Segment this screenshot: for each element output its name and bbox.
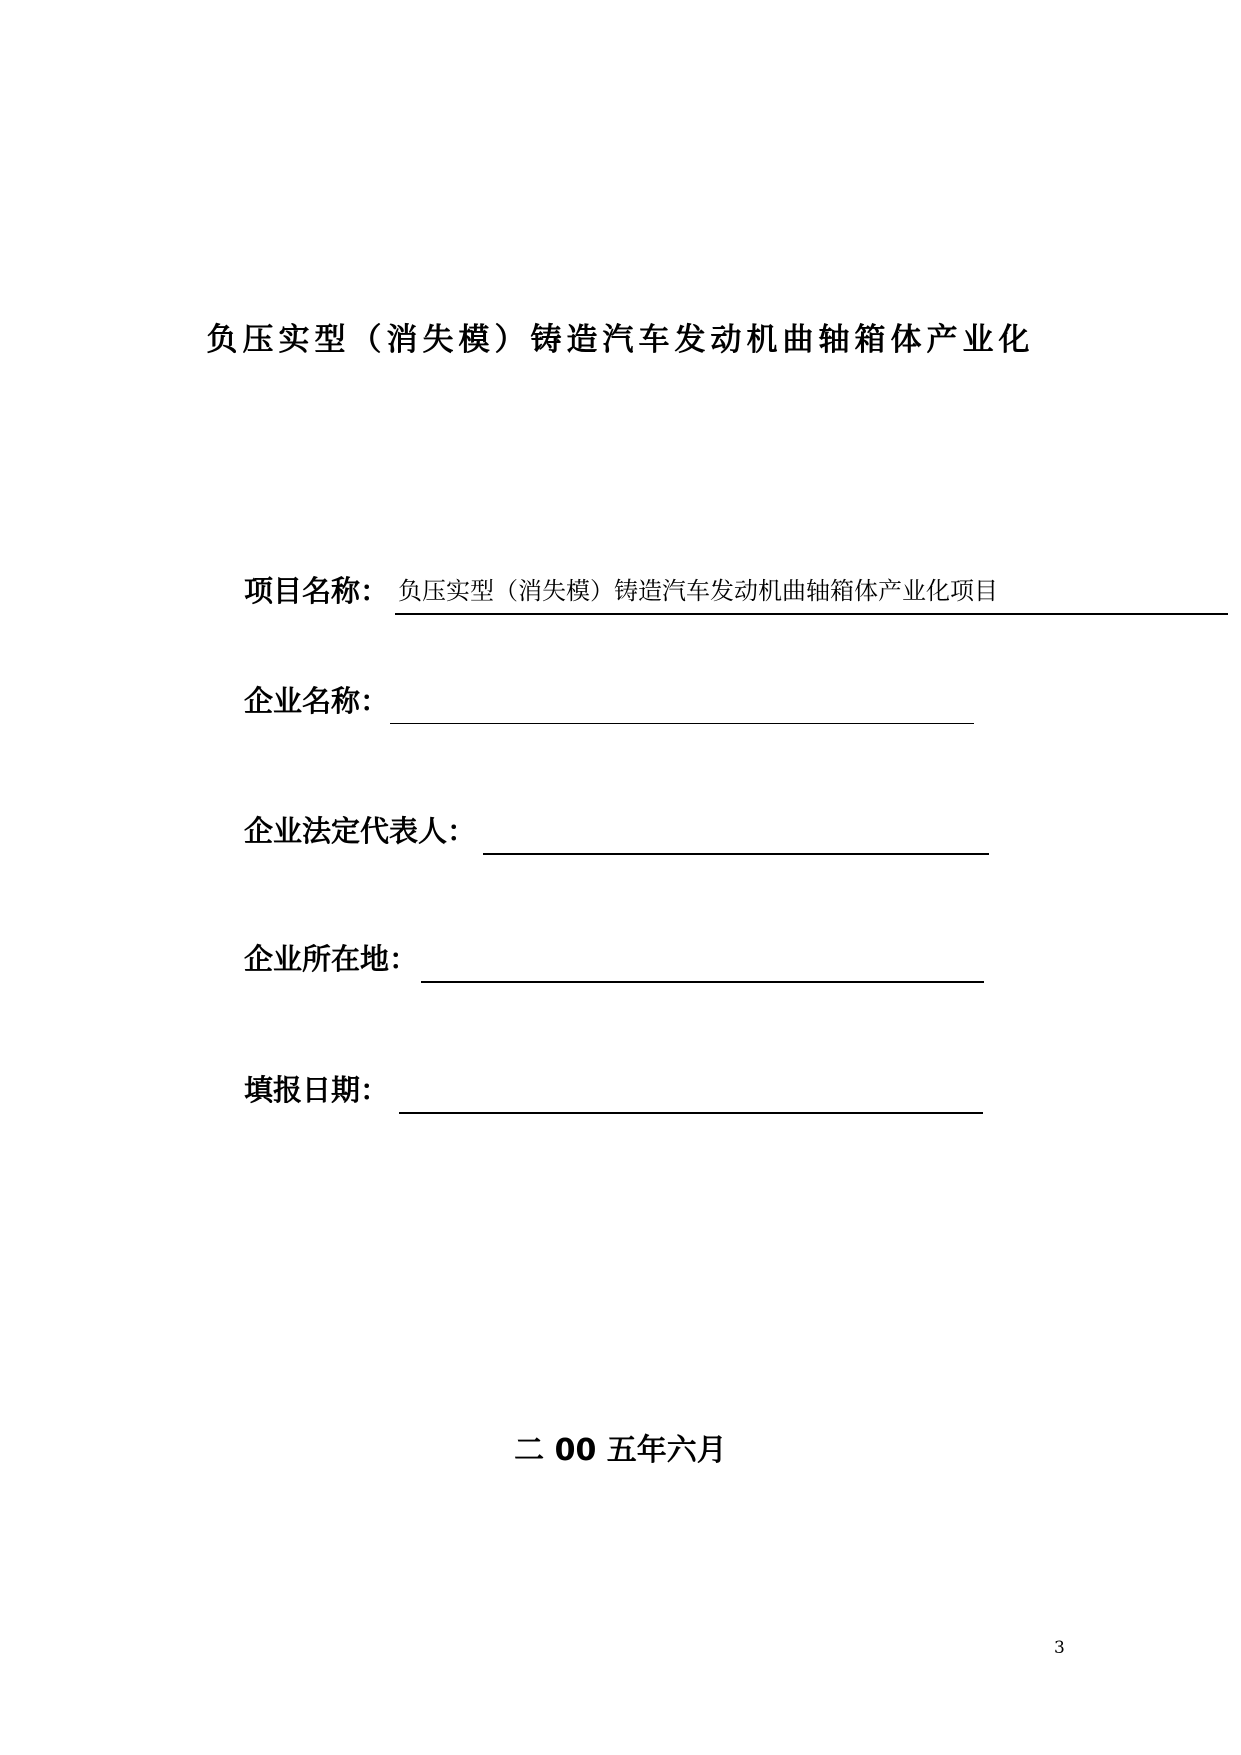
document-date: 二 00 五年六月 [514,1433,727,1468]
company-name-label: 企业名称： [244,684,390,718]
project-name-label: 项目名称： [244,574,390,608]
legal-representative-line [483,809,989,855]
company-location-line [421,937,984,983]
document-title: 负压实型（消失模）铸造汽车发动机曲轴箱体产业化 [206,322,1035,358]
project-name-line [395,569,1228,615]
page-number: 3 [1054,1638,1065,1658]
report-date-label: 填报日期： [244,1073,390,1107]
report-date-line [399,1068,983,1114]
company-name-line [390,679,974,724]
project-name-value: 负压实型（消失模）铸造汽车发动机曲轴箱体产业化项目 [398,577,998,605]
legal-representative-label: 企业法定代表人： [244,814,477,848]
company-location-label: 企业所在地： [244,942,419,976]
